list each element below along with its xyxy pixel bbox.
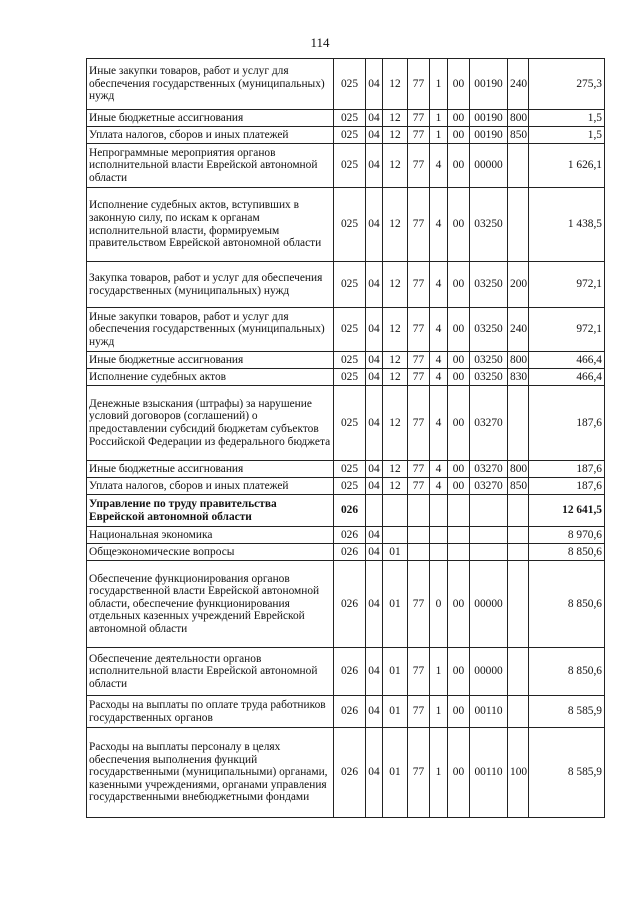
cell-amount: 466,4 [529,352,605,369]
cell-section: 04 [366,648,383,696]
cell-subsection: 12 [383,386,408,461]
cell-direction-code: 00190 [470,127,508,144]
cell-main-event-code [448,495,470,527]
cell-subsection: 12 [383,144,408,188]
cell-amount: 275,3 [529,59,605,110]
cell-section: 04 [366,544,383,561]
cell-subsection: 12 [383,352,408,369]
cell-section: 04 [366,369,383,386]
cell-program-code: 77 [408,188,430,262]
cell-main-event-code [448,544,470,561]
cell-subsection: 12 [383,369,408,386]
cell-program-code: 77 [408,386,430,461]
cell-main-event-code [448,527,470,544]
cell-department-code: 026 [334,728,366,818]
cell-department-code: 025 [334,461,366,478]
cell-expense-type [508,648,529,696]
cell-amount: 1,5 [529,127,605,144]
cell-direction-code: 03250 [470,369,508,386]
cell-amount: 1,5 [529,110,605,127]
cell-direction-code: 00190 [470,110,508,127]
cell-expense-type [508,144,529,188]
cell-section: 04 [366,461,383,478]
cell-department-code: 025 [334,308,366,352]
cell-direction-code: 03270 [470,478,508,495]
cell-department-code: 025 [334,369,366,386]
cell-name: Иные закупки товаров, работ и услуг для обеспечения государственных (муниципальных) нужд [87,308,334,352]
cell-subprogram-code: 1 [430,696,448,728]
cell-expense-type [508,696,529,728]
cell-program-code: 77 [408,59,430,110]
cell-main-event-code: 00 [448,59,470,110]
cell-name: Иные бюджетные ассигнования [87,461,334,478]
table-row [87,544,605,561]
cell-expense-type [508,561,529,648]
cell-direction-code [470,495,508,527]
table-row [87,696,605,728]
cell-program-code: 77 [408,461,430,478]
cell-main-event-code: 00 [448,728,470,818]
cell-name: Уплата налогов, сборов и иных платежей [87,127,334,144]
cell-section: 04 [366,527,383,544]
cell-department-code: 025 [334,59,366,110]
cell-program-code: 77 [408,110,430,127]
cell-main-event-code: 00 [448,648,470,696]
cell-amount: 466,4 [529,369,605,386]
cell-amount: 1 438,5 [529,188,605,262]
cell-department-code: 025 [334,478,366,495]
table-row [87,386,605,461]
table-row [87,561,605,648]
cell-subsection: 12 [383,188,408,262]
cell-expense-type: 200 [508,262,529,308]
cell-subprogram-code: 1 [430,110,448,127]
cell-direction-code: 00000 [470,561,508,648]
cell-amount: 8 585,9 [529,696,605,728]
cell-program-code: 77 [408,262,430,308]
cell-name: Иные закупки товаров, работ и услуг для обеспечения государственных (муниципальных) нужд [87,59,334,110]
table-body [87,59,605,818]
cell-name: Управление по труду правительства Еврейской автономной области [87,495,334,527]
cell-subsection: 12 [383,59,408,110]
cell-subprogram-code: 4 [430,144,448,188]
cell-subsection: 12 [383,262,408,308]
cell-name: Иные бюджетные ассигнования [87,110,334,127]
cell-program-code [408,527,430,544]
cell-subsection: 01 [383,696,408,728]
cell-subsection: 12 [383,308,408,352]
cell-program-code: 77 [408,144,430,188]
cell-name: Расходы на выплаты по оплате труда работников государственных органов [87,696,334,728]
cell-subprogram-code: 4 [430,262,448,308]
table-row [87,144,605,188]
cell-expense-type: 800 [508,461,529,478]
cell-program-code: 77 [408,696,430,728]
cell-department-code: 026 [334,527,366,544]
cell-direction-code: 00000 [470,648,508,696]
cell-subprogram-code: 1 [430,127,448,144]
cell-subsection: 01 [383,561,408,648]
cell-program-code: 77 [408,728,430,818]
cell-subprogram-code [430,495,448,527]
cell-subprogram-code: 4 [430,352,448,369]
cell-direction-code: 03250 [470,308,508,352]
cell-department-code: 026 [334,544,366,561]
cell-subsection: 01 [383,728,408,818]
cell-department-code: 025 [334,188,366,262]
cell-department-code: 025 [334,110,366,127]
cell-expense-type: 830 [508,369,529,386]
cell-name: Общеэкономические вопросы [87,544,334,561]
cell-expense-type: 850 [508,127,529,144]
cell-program-code: 77 [408,352,430,369]
cell-department-code: 026 [334,696,366,728]
cell-program-code [408,544,430,561]
cell-expense-type: 850 [508,478,529,495]
table-row [87,352,605,369]
cell-subprogram-code: 4 [430,308,448,352]
cell-expense-type: 100 [508,728,529,818]
cell-name: Национальная экономика [87,527,334,544]
cell-section: 04 [366,478,383,495]
cell-subsection: 12 [383,127,408,144]
cell-subsection: 12 [383,110,408,127]
cell-section: 04 [366,352,383,369]
cell-subprogram-code: 4 [430,461,448,478]
cell-subprogram-code: 4 [430,478,448,495]
cell-expense-type [508,386,529,461]
cell-main-event-code: 00 [448,262,470,308]
cell-main-event-code: 00 [448,352,470,369]
cell-program-code: 77 [408,561,430,648]
cell-main-event-code: 00 [448,144,470,188]
cell-section: 04 [366,188,383,262]
cell-direction-code: 00000 [470,144,508,188]
cell-amount: 8 970,6 [529,527,605,544]
cell-subprogram-code [430,544,448,561]
cell-subprogram-code: 4 [430,188,448,262]
cell-main-event-code: 00 [448,110,470,127]
cell-amount: 187,6 [529,386,605,461]
cell-amount: 8 850,6 [529,544,605,561]
cell-expense-type: 240 [508,308,529,352]
cell-subprogram-code: 0 [430,561,448,648]
cell-section: 04 [366,127,383,144]
cell-direction-code: 00110 [470,728,508,818]
cell-program-code: 77 [408,308,430,352]
cell-expense-type [508,188,529,262]
cell-name: Обеспечение деятельности органов исполнительной власти Еврейской автономной области [87,648,334,696]
cell-amount: 8 585,9 [529,728,605,818]
cell-amount: 8 850,6 [529,561,605,648]
table-row [87,461,605,478]
cell-program-code [408,495,430,527]
cell-program-code: 77 [408,478,430,495]
table-row [87,648,605,696]
cell-subsection: 12 [383,478,408,495]
cell-main-event-code: 00 [448,386,470,461]
cell-department-code: 026 [334,495,366,527]
cell-expense-type [508,544,529,561]
cell-section: 04 [366,561,383,648]
cell-section: 04 [366,308,383,352]
cell-subprogram-code: 4 [430,386,448,461]
cell-subsection: 01 [383,648,408,696]
cell-direction-code: 00190 [470,59,508,110]
cell-name: Исполнение судебных актов, вступивших в законную силу, по искам к органам исполнительной власти, формируемым правительством Еврейской автономной области [87,188,334,262]
cell-subprogram-code: 1 [430,648,448,696]
cell-expense-type: 800 [508,352,529,369]
cell-subprogram-code: 1 [430,728,448,818]
table-row [87,110,605,127]
cell-program-code: 77 [408,648,430,696]
table-row [87,308,605,352]
cell-name: Уплата налогов, сборов и иных платежей [87,478,334,495]
cell-name: Исполнение судебных актов [87,369,334,386]
cell-name: Непрограммные мероприятия органов исполнительной власти Еврейской автономной области [87,144,334,188]
cell-department-code: 025 [334,386,366,461]
cell-main-event-code: 00 [448,696,470,728]
cell-expense-type [508,495,529,527]
cell-department-code: 026 [334,561,366,648]
cell-section: 04 [366,144,383,188]
cell-subprogram-code: 4 [430,369,448,386]
cell-expense-type: 240 [508,59,529,110]
cell-department-code: 025 [334,262,366,308]
cell-amount: 187,6 [529,478,605,495]
cell-direction-code: 03270 [470,386,508,461]
cell-amount: 972,1 [529,308,605,352]
cell-expense-type [508,527,529,544]
table-row [87,478,605,495]
cell-subprogram-code [430,527,448,544]
cell-subsection [383,495,408,527]
cell-name: Расходы на выплаты персоналу в целях обеспечения выполнения функций государственными (муниципальными) органами, казенными учреждениями, органами управления государственными внебюджетными фондами [87,728,334,818]
cell-expense-type: 800 [508,110,529,127]
cell-main-event-code: 00 [448,478,470,495]
cell-amount: 1 626,1 [529,144,605,188]
cell-subsection [383,527,408,544]
cell-program-code: 77 [408,127,430,144]
cell-amount: 972,1 [529,262,605,308]
table-row [87,527,605,544]
cell-program-code: 77 [408,369,430,386]
cell-direction-code: 03250 [470,352,508,369]
cell-main-event-code: 00 [448,561,470,648]
cell-section: 04 [366,59,383,110]
table-row [87,59,605,110]
cell-department-code: 026 [334,648,366,696]
cell-name: Денежные взыскания (штрафы) за нарушение условий договоров (соглашений) о предоставлении субсидий бюджетам субъектов Российской Федерации из федерального бюджета [87,386,334,461]
cell-name: Иные бюджетные ассигнования [87,352,334,369]
cell-main-event-code: 00 [448,188,470,262]
cell-direction-code: 00110 [470,696,508,728]
cell-section: 04 [366,110,383,127]
cell-department-code: 025 [334,352,366,369]
cell-department-code: 025 [334,144,366,188]
cell-department-code: 025 [334,127,366,144]
cell-direction-code: 03270 [470,461,508,478]
cell-section [366,495,383,527]
table-row [87,728,605,818]
cell-direction-code: 03250 [470,262,508,308]
cell-main-event-code: 00 [448,461,470,478]
cell-section: 04 [366,262,383,308]
cell-amount: 12 641,5 [529,495,605,527]
cell-subsection: 12 [383,461,408,478]
cell-section: 04 [366,728,383,818]
cell-section: 04 [366,386,383,461]
table-row [87,188,605,262]
cell-main-event-code: 00 [448,127,470,144]
table-row [87,262,605,308]
budget-table [86,58,605,818]
cell-subsection: 01 [383,544,408,561]
cell-direction-code [470,527,508,544]
cell-direction-code [470,544,508,561]
cell-subprogram-code: 1 [430,59,448,110]
page-number: 114 [310,35,330,50]
cell-amount: 187,6 [529,461,605,478]
cell-amount: 8 850,6 [529,648,605,696]
cell-section: 04 [366,696,383,728]
cell-main-event-code: 00 [448,308,470,352]
table-row [87,495,605,527]
cell-name: Закупка товаров, работ и услуг для обеспечения государственных (муниципальных) нужд [87,262,334,308]
table-row [87,369,605,386]
cell-main-event-code: 00 [448,369,470,386]
cell-name: Обеспечение функционирования органов государственной власти Еврейской автономной области, обеспечение функционирования отдельных казенных учреждений Еврейской автономной области [87,561,334,648]
table-row [87,127,605,144]
cell-direction-code: 03250 [470,188,508,262]
